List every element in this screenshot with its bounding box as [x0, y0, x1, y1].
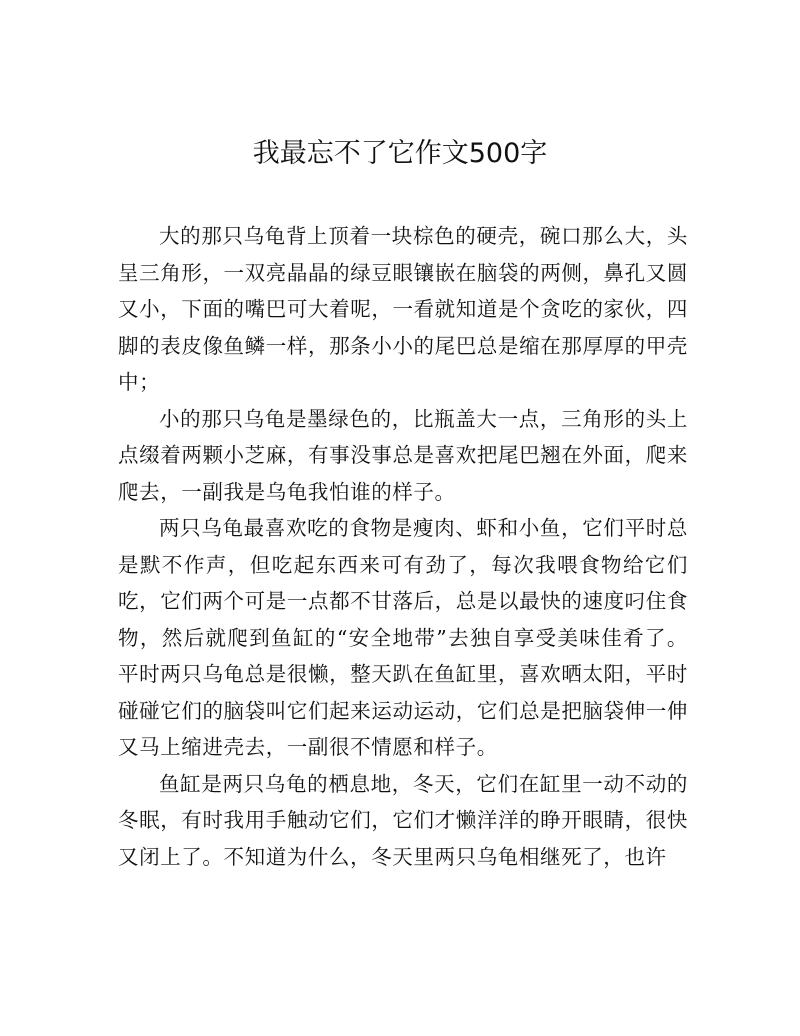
paragraph-4: 鱼缸是两只乌龟的栖息地，冬天，它们在缸里一动不动的冬眠，有时我用手触动它们，它们才懒洋洋的睁开眼睛，很快又闭上了。不知道为什么，冬天里两只乌龟相继死了，也许: [118, 771, 688, 869]
paragraph-3: 两只乌龟最喜欢吃的食物是瘦肉、虾和小鱼，它们平时总是默不作声，但吃起东西来可有劲了，每次我喂食物给它们吃，它们两个可是一点都不甘落后，总是以最快的速度叼住食物，然后就爬到鱼缸的“安全地带”去独自享受美味佳肴了。平时两只乌龟总是很懒，整天趴在鱼缸里，喜欢晒太阳，平时碰碰它们的脑袋叫它们起来运动运动，它们总是把脑袋伸一伸又马上缩进壳去，一副很不情愿和样子。: [118, 516, 688, 759]
paragraph-2: 小的那只乌龟是墨绿色的，比瓶盖大一点，三角形的头上点缀着两颗小芝麻，有事没事总是喜欢把尾巴翘在外面，爬来爬去，一副我是乌龟我怕谁的样子。: [118, 406, 688, 504]
document-body: [118, 218, 688, 875]
paragraph-1: 大的那只乌龟背上顶着一块棕色的硬壳，碗口那么大，头呈三角形，一双亮晶晶的绿豆眼镶嵌在脑袋的两侧，鼻孔又圆又小，下面的嘴巴可大着呢，一看就知道是个贪吃的家伙，四脚的表皮像鱼鳞一样，那条小小的尾巴总是缩在那厚厚的甲壳中；: [118, 224, 688, 394]
document-title: 我最忘不了它作文500字: [252, 138, 548, 169]
